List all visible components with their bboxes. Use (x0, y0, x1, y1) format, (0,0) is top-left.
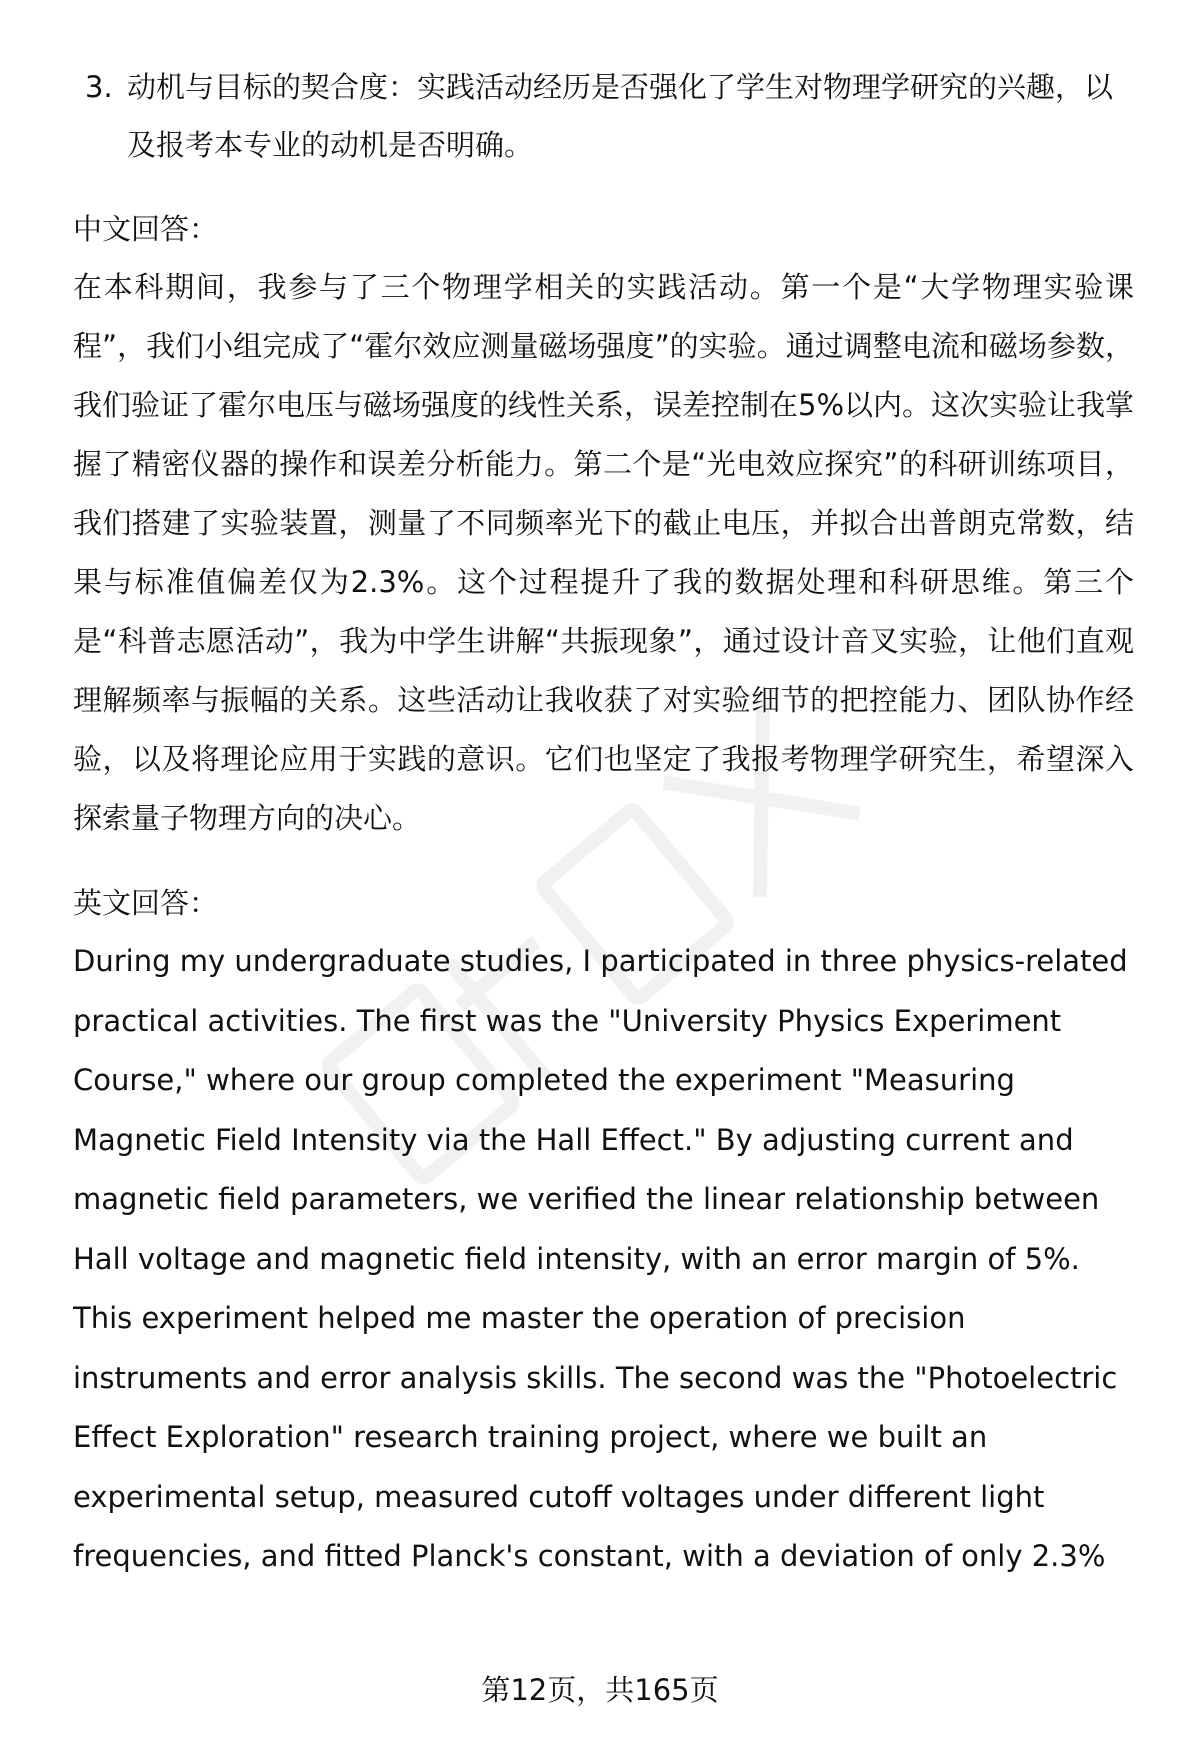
numbered-item-3 (85, 58, 1134, 174)
en-answer-paragraph: During my undergraduate studies, I participated in three physics-related practical activities. The first was the "University Physics Experiment Course," where our group completed the experiment "Measuring Magnetic Field Intensity via the Hall Effect." By adjusting current and magnetic field parameters, we verified the linear relationship between Hall voltage and magnetic field intensity, with an error margin of 5%. This experiment helped me master the operation of precision instruments and error analysis skills. The second was the "Photoelectric Effect Exploration" research training project, where we built an experimental setup, measured cutoff voltages under different light frequencies, and fitted Planck's constant, with a deviation of only 2.3% (73, 944, 1128, 1573)
item-number: 3. (85, 70, 113, 104)
zh-answer-heading: 中文回答： (73, 212, 219, 246)
en-answer-heading: 英文回答： (73, 886, 219, 920)
item-text: 动机与目标的契合度：实践活动经历是否强化了学生对物理学研究的兴趣，以及报考本专业的动机是否明确。 (127, 70, 1114, 162)
page-number-footer: 第12页，共165页 (481, 1673, 719, 1707)
page-content (73, 58, 1134, 1587)
zh-answer-paragraph: 在本科期间，我参与了三个物理学相关的实践活动。第一个是“大学物理实验课程”，我们小组完成了“霍尔效应测量磁场强度”的实验。通过调整电流和磁场参数，我们验证了霍尔电压与磁场强度的线性关系，误差控制在5%以内。这次实验让我掌握了精密仪器的操作和误差分析能力。第二个是“光电效应探究”的科研训练项目，我们搭建了实验装置，测量了不同频率光下的截止电压，并拟合出普朗克常数，结果与标准值偏差仅为2.3%。这个过程提升了我的数据处理和科研思维。第三个是“科普志愿活动”，我为中学生讲解“共振现象”，通过设计音叉实验，让他们直观理解频率与振幅的关系。这些活动让我收获了对实验细节的把控能力、团队协作经验，以及将理论应用于实践的意识。它们也坚定了我报考物理学研究生，希望深入探索量子物理方向的决心。 (73, 270, 1135, 835)
